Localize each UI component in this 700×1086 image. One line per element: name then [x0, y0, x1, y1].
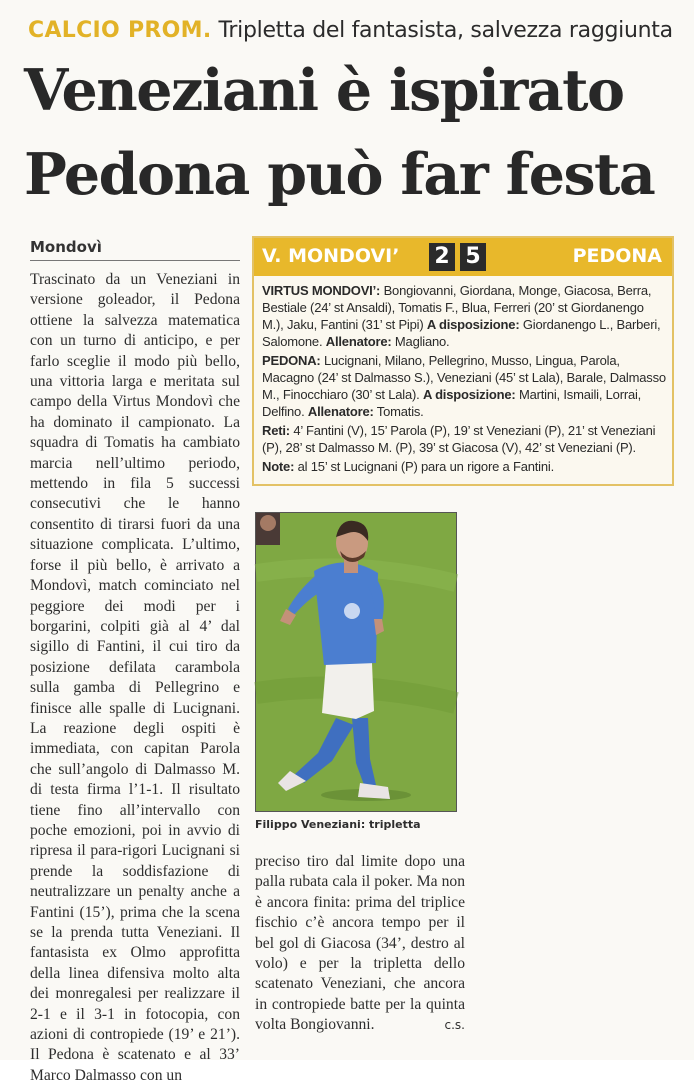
- away-team-name: PEDONA: [572, 245, 662, 267]
- notes-label: Note:: [262, 459, 295, 474]
- player-illustration: [256, 513, 456, 811]
- away-lineup-label: PEDONA:: [262, 353, 321, 368]
- kicker-subtitle: Tripletta del fantasista, salvezza raggiunta: [218, 18, 673, 43]
- player-photo: [255, 512, 457, 812]
- author-signature: c.s.: [444, 1018, 465, 1033]
- headline-line-1: Veneziani è ispirato: [24, 57, 624, 124]
- home-team-name: V. MONDOVI’: [262, 245, 400, 267]
- headline-line-2: Pedona può far festa: [24, 141, 655, 208]
- away-subs: Martini, Ismaili, Lorrai, Delfino.: [262, 387, 642, 419]
- home-subs-label: A disposizione:: [426, 317, 520, 332]
- away-score: 5: [460, 243, 486, 271]
- article-text-1: Trascinato da un Veneziani in versione goleador, il Pedona ottiene la salvezza matematica con un turno di anticipo, e per farlo sceglie il modo più bello, una vittoria larga e meritata sul campo della Virtus Mondovì che ha dominato il campionato. La squadra di Tomatis ha cambiato marcia nell’ultimo periodo, mettendo in fila 5 successi consecutivi che le hanno consentito di tirarsi fuori da una situazione complicata. L’ultimo, forse il più bello, è arrivato a Mondovì, match cominciato nel peggiore dei modi per i borgarini, colpiti già al 4’ dal sigillo di Fantini, il cui tiro da posizione defilata carambola sulla gamba di Pellegrino e finisce alle spalle di Lucignani. La reazione degli ospiti è immediata, con capitan Parola che sull’angolo di Dalmasso M. di testa firma l’1-1. Il risultato tiene fino all’intervallo con poche emozioni, poi in avvio di ripresa il para-rigori Lucignani si prende la soddisfazione di neutralizzare un penalty anche a Fantini (15’), prima che la scena se la prenda tutta Veneziani. Il fantasista ex Olmo approfitta della linea difensiva molto alta dei monregalesi per realizzare il 2-1 e il 3-1 in fotocopia, con azioni di contropiede (19’ e 21’). Il Pedona è scatenato e al 33’ Marco Dalmasso con un: [30, 271, 240, 1084]
- home-score: 2: [429, 243, 455, 271]
- away-lineup: Lucignani, Milano, Pellegrino, Musso, Lingua, Parola, Macagno (24’ st Dalmasso S.), Veneziani (45’ st Lala), Barale, Dalmasso M., Finocchiaro (30’ st Lala).: [262, 353, 666, 402]
- home-lineup-block: [262, 282, 666, 350]
- goals-label: Reti:: [262, 423, 290, 438]
- home-coach-label: Allenatore:: [325, 334, 392, 349]
- topic-location: Mondovì: [30, 238, 240, 261]
- photo-caption: Filippo Veneziani: tripletta: [255, 818, 421, 831]
- goals-block: [262, 422, 666, 456]
- home-lineup: Bongiovanni, Giordana, Monge, Giacosa, Berra, Bestiale (24’ st Ansaldi), Tomatis F., Blua, Ferreri (20’ st Giordanengo M.), Jaku, Fantini (31’ st Pipi): [262, 283, 652, 332]
- notes-block: [262, 458, 666, 475]
- kicker: [28, 18, 678, 52]
- away-coach: Tomatis.: [376, 404, 424, 419]
- scorebox: [252, 236, 674, 486]
- article-column-1: [30, 270, 240, 1084]
- article-text-2: [255, 852, 465, 1036]
- away-coach-label: Allenatore:: [307, 404, 374, 419]
- home-subs: Giordanengo L., Barberi, Salomone.: [262, 317, 661, 349]
- home-lineup-label: VIRTUS MONDOVI’:: [262, 283, 381, 298]
- section-label: CALCIO PROM.: [28, 18, 212, 43]
- goals-list: 4’ Fantini (V), 15’ Parola (P), 19’ st Veneziani (P), 21’ st Veneziani (P), 28’ st Dalmasso M. (P), 39’ st Giacosa (V), 42’ st Veneziani (P).: [262, 423, 656, 455]
- score-header: [254, 238, 672, 276]
- away-lineup-block: [262, 352, 666, 420]
- notes-text: al 15’ st Lucignani (P) para un rigore a Fantini.: [297, 459, 555, 474]
- away-subs-label: A disposizione:: [422, 387, 516, 402]
- article-text-2-body: preciso tiro dal limite dopo una palla rubata cala il poker. Ma non è ancora finita: prima del triplice fischio c’è ancora tempo per il bel gol di Giacosa (34’, destro al volo) e per la tripletta dello scatenato Veneziani, che ancora in contropiede batte per la quinta volta Bongiovanni.: [255, 853, 465, 1034]
- scan-edge: [694, 0, 700, 1067]
- article-column-2: [255, 852, 465, 1042]
- lineups: [262, 282, 666, 477]
- home-coach: Magliano.: [394, 334, 450, 349]
